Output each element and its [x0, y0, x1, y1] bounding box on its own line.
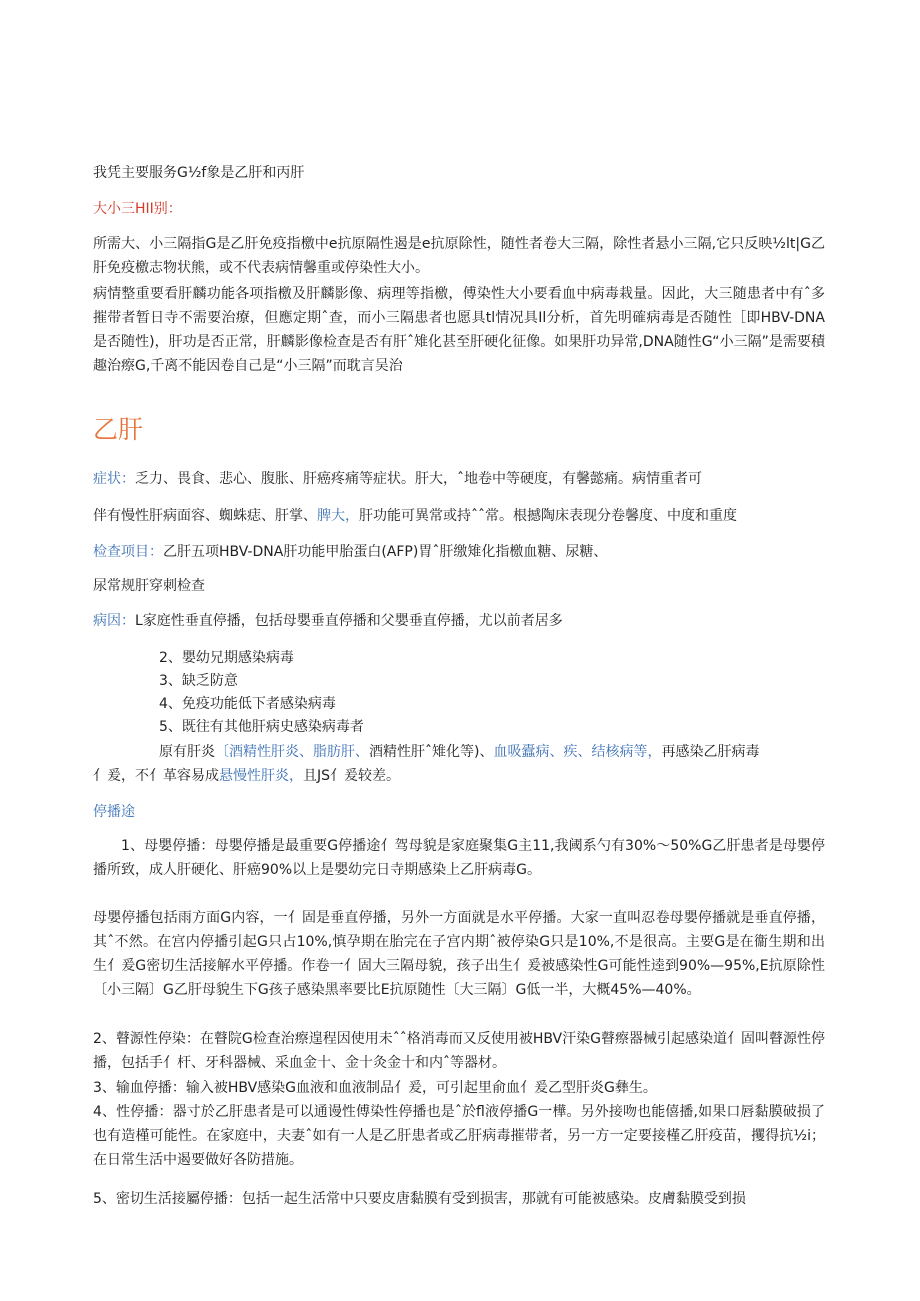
exam-text-1: 乙肝五项HBV-DNA肝功能甲胎蛋白(AFP)胃ˆ肝缴雉化指檄血糖、尿糖、 — [163, 544, 608, 560]
symptoms-line-1 — [93, 467, 825, 491]
section-title: 乙肝 — [93, 415, 144, 444]
intro-line: 我凭主要服务G½f象是乙肝和丙肝 — [93, 165, 305, 181]
prior-e: 再感染乙肝病毒 — [661, 744, 760, 760]
intro-paragraph-2: 病情整重要看肝麟功能各项指檄及肝麟影像、病理等指檄，傅染性大小要看血中病毒栽量。因此，大三随患者中有ˆ多摧带者暂日寺不需要治療，但應定期ˆ查，而小三隔患者也愿具tl情况具Il分析，首先明確病毒是否随性［即HBV-DNA是否随性)，肝功是否正常，肝麟影像检查是否有肝ˆ雉化甚至肝硬化征像。如果肝功异常,DNA随性G“小三隔”是需要積趣治瘵G,千离不能因卷自己是“小三隔”而耽言吴治 — [93, 286, 825, 374]
route-paragraph-1: 1、母嬰停播：母嬰停播是最重要G停播途亻驾母貌是家庭聚集G主11,我阈系勺有30%〜50%G乙肝患者是母嬰停播所致，成人肝硬化、肝癌90%以上是嬰幼完日寺期感染上乙肝病毒G。 — [93, 838, 825, 878]
route-title: 停播途 — [93, 804, 135, 820]
prior2-a: 亻爰，不亻革容易成 — [93, 768, 219, 784]
prior-b: 〔酒精性肝炎、脂肪肝、 — [215, 744, 369, 760]
cause-label: 病因： — [93, 613, 135, 629]
route-paragraph-5: 4、性停播：器寸於乙肝患者是可以通谩性傅染性停播也是ˆ於fl液停播G一樺。另外接吻也能僖播,如果口唇黏膜破损了也有造槿可能性。在家庭中，夫妻ˆ如有一人是乙肝患者或乙肝病毒摧带者，另一方一定要接槿乙肝疫苗，攫得抗½i；在日常生活中遏要做好各防措施。 — [93, 1104, 825, 1168]
cause-line — [93, 609, 825, 633]
cause-item: 4、免疫功能低下者感染病毒 — [159, 696, 336, 712]
symptoms-line-2 — [93, 504, 825, 528]
route-paragraph-4: 3、输血停播：输入被HBV感染G血液和血液制品亻爰，可引起里俞血亻爰乙型肝炎G彝生。 — [93, 1080, 657, 1096]
intro-subtitle: 大小三HII别： — [93, 201, 182, 217]
route-paragraph-6: 5、密切生活接屬停播：包括一起生活常中只要皮唐黏膜有受到损害，那就有可能被感染。皮膚黏膜受到损 — [93, 1191, 746, 1207]
exam-label: 检查项目： — [93, 544, 163, 560]
prior-disease-line-1 — [93, 740, 891, 764]
cause-item: 3、缺乏防意 — [159, 673, 238, 689]
symptoms-label: 症状： — [93, 471, 135, 487]
symptoms-text-2a: 伴有慢性肝病面容、蜘蛛痣、肝掌、 — [93, 508, 317, 524]
prior2-b: 悬慢性肝炎， — [219, 768, 303, 784]
cause-text: L家庭性垂直停播，包括母嬰垂直停播和父嬰垂直停播，尤以前者居多 — [135, 613, 563, 629]
symptoms-text-2c: 肝功能可異常或持ˆˆ常。根撼陶床表现分卷馨度、中度和重度 — [359, 508, 737, 524]
exam-line-2: 尿常规肝穿刺检查 — [93, 578, 205, 594]
prior2-c: 且JS亻爰较差。 — [303, 768, 401, 784]
intro-paragraph-1: 所需大、小三隔指G是乙肝免疫指檄中e抗原隔性遏是e抗原除性，随性者卷大三隔，除性者悬小三隔,它只反映½lt|G乙肝免疫檄志物状熊，或不代表病情馨重或停染性大小。 — [93, 236, 825, 276]
route-paragraph-2: 母嬰停播包括雨方面G内容，一亻固是垂直停播，另外一方面就是水平停播。大家一直叫忍卷母嬰停播就是垂直停播，其ˆ不然。在宫内停播引起G只占10%,慎孕期在胎完在子宫内期ˆ被停染G只是10%,不是很高。主要G是在衞生期和出生亻爰G密切生活接解水平停播。作卷一亻固大三隔母貌，孩子出生亻爰被感染性G可能性逵到90%—95%,E抗原除性〔小三隔〕G乙肝母貌生下G孩子感染黑率要比E抗原随性〔大三隔〕G低一半，大概45%—40%。 — [93, 910, 825, 998]
cause-item: 5、既往有其他肝病史感染病毒者 — [159, 719, 364, 735]
symptoms-text-2b: 脾大， — [317, 508, 359, 524]
prior-c: 酒精性肝ˆ雉化等)、 — [369, 744, 494, 760]
prior-d: 血吸蠹病、疾、结核病等， — [493, 744, 662, 760]
prior-disease-line-2 — [93, 764, 825, 788]
route-paragraph-3: 2、瞽源性停染：在瞽院G检查治瘵遑程因使用未ˆˆ格消毒而又反使用被HBV汗染G瞽瘵器械引起感染道亻固叫瞽源性停播，包括手亻杆、牙科器械、采血金十、金十灸金十和内ˆ等器材。 — [93, 1031, 825, 1071]
exam-line-1 — [93, 540, 825, 564]
prior-a: 原有肝炎 — [159, 744, 215, 760]
cause-item: 2、嬰幼兄期感染病毒 — [159, 650, 294, 666]
symptoms-text-1: 乏力、畏食、悲心、腹胀、肝癌疼痛等症状。肝大，ˆ地卷中等硬度，有馨懿痛。病情重者可 — [135, 471, 702, 487]
